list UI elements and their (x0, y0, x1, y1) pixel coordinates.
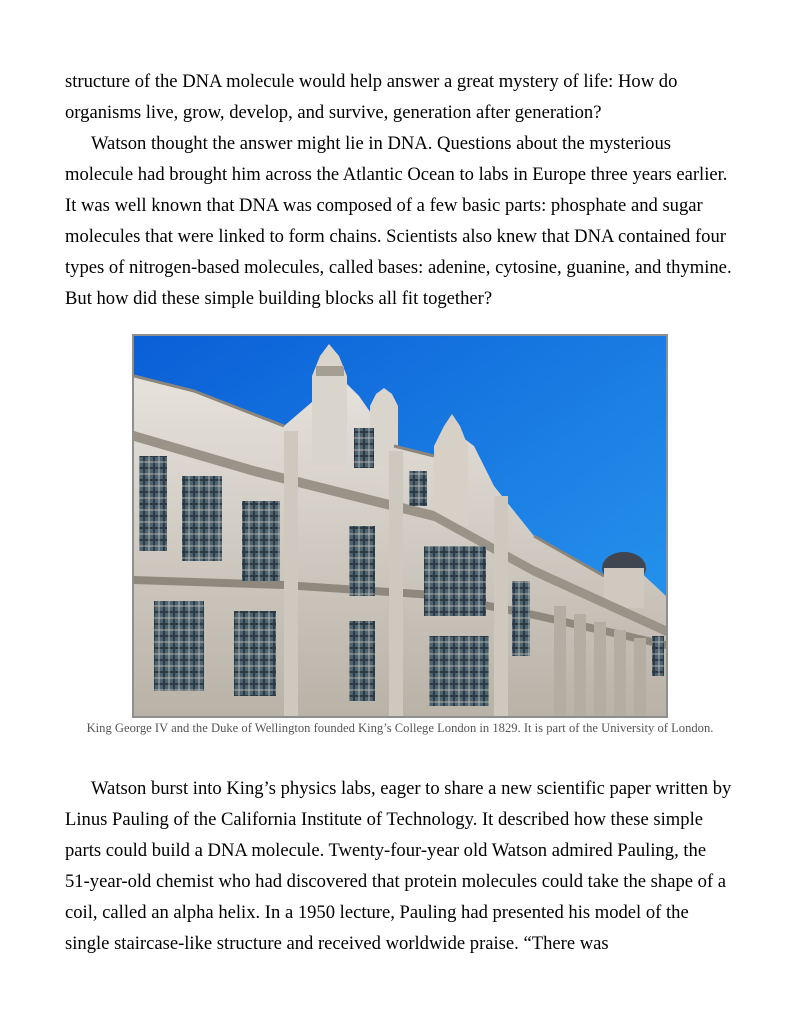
body-text-bottom (65, 773, 735, 959)
photo-caption: King George IV and the Duke of Wellington founded King’s College London in 1829. It is part of the University of London. (86, 721, 714, 735)
paragraph-continued: structure of the DNA molecule would help answer a great mystery of life: How do organisms live, grow, develop, and survive, generation after generation? (65, 71, 678, 123)
paragraph-watson-dna: Watson thought the answer might lie in DNA. Questions about the mysterious molecule had brought him across the Atlantic Ocean to labs in Europe three years earlier. It was well known that DNA was composed of a few basic parts: phosphate and sugar molecules that were linked to form chains. Scientists also knew that DNA contained four types of nitrogen-based molecules, called bases: adenine, cytosine, guanine, and thymine. But how did these simple building blocks all fit together? (65, 133, 732, 309)
kings-college-photo (132, 334, 668, 718)
body-text-top (65, 66, 735, 314)
paragraph-watson-pauling: Watson burst into King’s physics labs, eager to share a new scientific paper written by Linus Pauling of the California Institute of Technology. It described how these simple parts could build a DNA molecule. Twenty-four-year old Watson admired Pauling, the 51-year-old chemist who had discovered that protein molecules could take the shape of a coil, called an alpha helix. In a 1950 lecture, Pauling had presented his model of the single staircase-like structure and received worldwide praise. “There was (65, 778, 732, 954)
